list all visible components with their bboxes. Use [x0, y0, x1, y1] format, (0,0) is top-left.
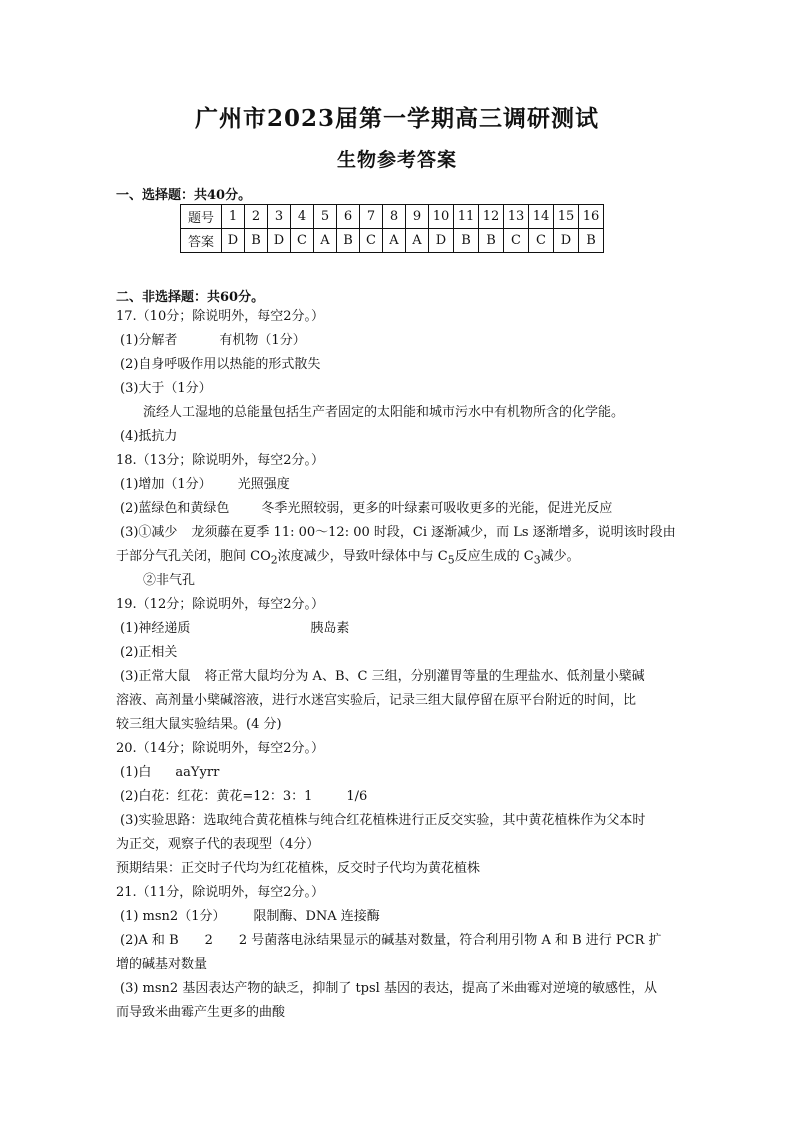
question-number: 5 [314, 205, 337, 229]
question-18-header: 18.（13分；除说明外，每空2分。） [116, 453, 324, 468]
answer-cell: D [554, 229, 579, 253]
q21-answer-2-continued: 增的碱基对数量 [116, 957, 208, 972]
answer-cell: B [454, 229, 479, 253]
q18-answer-2 [120, 500, 612, 518]
question-number: 9 [406, 205, 429, 229]
q21-answer-3-continued: 而导致米曲霉产生更多的曲酸 [116, 1005, 286, 1020]
q17-answer-3-explanation: 流经人工湿地的总能量包括生产者固定的太阳能和城市污水中有机物所含的化学能。 [143, 405, 625, 420]
answer-text: 胰岛素 [310, 621, 350, 636]
table-row-label: 答案 [181, 229, 222, 253]
answer-text: 冬季光照较弱，更多的叶绿素可吸收更多的光能，促进光反应 [261, 501, 613, 516]
answer-cell: C [360, 229, 383, 253]
answer-text: (2)蓝绿色和黄绿色 [120, 501, 230, 516]
answer-cell: C [504, 229, 529, 253]
question-number: 12 [479, 205, 504, 229]
answer-text: (3)正常大鼠 [120, 669, 191, 684]
answer-text: (1)白 [120, 765, 152, 780]
question-number: 14 [529, 205, 554, 229]
q19-answer-3 [120, 668, 645, 686]
q21-answer-1 [120, 908, 380, 926]
answer-text: (1) msn2（1分） [120, 909, 226, 924]
page-subtitle: 生物参考答案 [336, 149, 457, 171]
answer-text: (3)①减少 [120, 525, 178, 540]
table-row-answers [181, 229, 604, 253]
question-21-header: 21.（11分，除说明外，每空2分。） [116, 885, 324, 900]
answer-cell: B [337, 229, 360, 253]
question-number: 2 [245, 205, 268, 229]
q17-answer-4: (4)抵抗力 [120, 429, 178, 444]
answer-text: 将正常大鼠均分为 A、B、C 三组，分别灌胃等量的生理盐水、低剂量小檗碱 [204, 669, 645, 684]
question-20-header: 20.（14分；除说明外，每空2分。） [116, 741, 324, 756]
question-number: 13 [504, 205, 529, 229]
q20-answer-1 [120, 764, 219, 782]
answer-text: (1)分解者 [120, 333, 178, 348]
answer-text: aaYyrr [175, 765, 220, 780]
question-19-header: 19.（12分；除说明外，每空2分。） [116, 597, 324, 612]
answer-text: 减少。 [540, 549, 580, 564]
answer-text: 于部分气孔关闭，胞间 CO [116, 549, 271, 564]
answer-text: (2)白花：红花：黄花=12：3：1 [120, 789, 313, 804]
question-number: 1 [222, 205, 245, 229]
q19-answer-3-continued: 溶液、高剂量小檗碱溶液，进行水迷宫实验后，记录三组大鼠停留在原平台附近的时间，比 [116, 693, 637, 708]
q21-answer-2 [120, 932, 662, 950]
answer-cell: D [268, 229, 291, 253]
answer-text: 有机物（1分） [219, 333, 306, 348]
q17-answer-3: (3)大于（1分） [120, 381, 212, 396]
question-17-header: 17.（10分；除说明外，每空2分。） [116, 309, 324, 324]
answer-text: 反应生成的 C [454, 549, 534, 564]
answer-cell: B [579, 229, 604, 253]
table-row-label: 题号 [181, 205, 222, 229]
answer-cell: C [529, 229, 554, 253]
page-title: 广州市2023届第一学期高三调研测试 [194, 105, 599, 132]
subscript: 2 [270, 553, 278, 567]
subscript: 3 [533, 553, 541, 567]
answer-cell: D [429, 229, 454, 253]
q20-expected-result: 预期结果：正交时子代均为红花植株，反交时子代均为黄花植株 [116, 861, 481, 876]
answer-cell: B [245, 229, 268, 253]
answer-text: (1)增加（1分） [120, 477, 212, 492]
q18-answer-3-part-2: ②非气孔 [143, 573, 196, 588]
q17-answer-1 [120, 332, 306, 350]
q19-answer-2: (2)正相关 [120, 645, 178, 660]
q18-answer-3-continued [116, 548, 580, 570]
section-heading-choice: 一、选择题：共40分。 [116, 188, 252, 203]
answer-text: (2)A 和 B [120, 933, 179, 948]
question-number: 3 [268, 205, 291, 229]
question-number: 8 [383, 205, 406, 229]
answer-cell: D [222, 229, 245, 253]
answer-text: 光照强度 [237, 477, 290, 492]
answer-table [180, 204, 604, 253]
q21-answer-3: (3) msn2 基因表达产物的缺乏，抑制了 tpsl 基因的表达，提高了米曲霉对逆境的敏感性，从 [120, 981, 657, 996]
answer-text: 1/6 [346, 789, 368, 804]
q18-answer-3 [120, 524, 676, 542]
question-number: 7 [360, 205, 383, 229]
answer-cell: C [291, 229, 314, 253]
answer-text: 限制酶、DNA 连接酶 [253, 909, 380, 924]
question-number: 16 [579, 205, 604, 229]
question-number: 11 [454, 205, 479, 229]
answer-text: 2 号菌落电泳结果显示的碱基对数量，符合利用引物 A 和 B 进行 PCR 扩 [238, 933, 662, 948]
q19-answer-1 [120, 620, 349, 638]
question-number: 4 [291, 205, 314, 229]
answer-text: 龙须藤在夏季 11: 00～12: 00 时段，Ci 逐渐减少，而 Ls 逐渐增多，说明该时段由 [191, 525, 676, 540]
answer-cell: B [479, 229, 504, 253]
q18-answer-1 [120, 476, 290, 494]
q20-answer-2 [120, 788, 367, 806]
q17-answer-2: (2)自身呼吸作用以热能的形式散失 [120, 357, 321, 372]
q20-answer-3: (3)实验思路：选取纯合黄花植株与纯合红花植株进行正反交实验，其中黄花植株作为父本时 [120, 813, 646, 828]
question-number: 6 [337, 205, 360, 229]
table-row-numbers [181, 205, 604, 229]
answer-text: 2 [204, 933, 213, 948]
q19-answer-3-end: 较三组大鼠实验结果。(4 分) [116, 717, 282, 732]
question-number: 15 [554, 205, 579, 229]
answer-cell: A [314, 229, 337, 253]
question-number: 10 [429, 205, 454, 229]
subscript: 5 [447, 553, 455, 567]
section-heading-nonchoice: 二、非选择题：共60分。 [116, 290, 265, 305]
answer-text: (1)神经递质 [120, 621, 191, 636]
answer-cell: A [383, 229, 406, 253]
answer-text: 浓度减少，导致叶绿体中与 C [277, 549, 448, 564]
q20-answer-3-continued: 为正交，观察子代的表现型（4分） [116, 837, 320, 852]
answer-cell: A [406, 229, 429, 253]
